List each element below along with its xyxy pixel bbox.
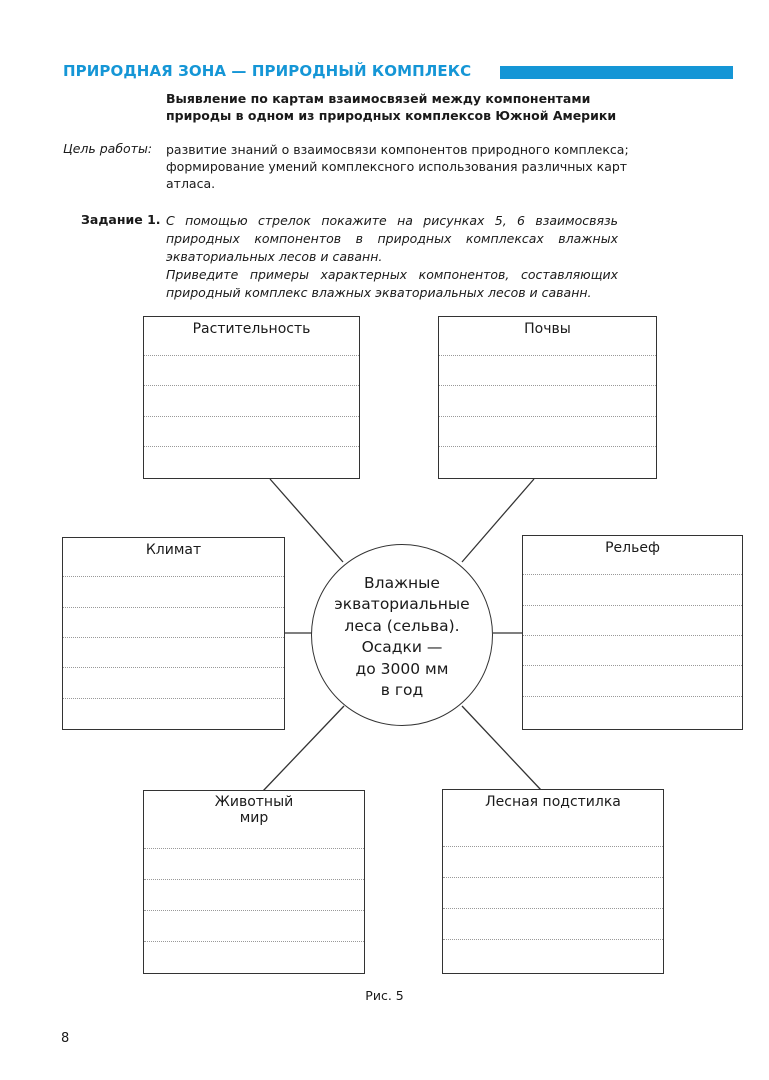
page-number: 8 bbox=[61, 1031, 70, 1046]
work-subtitle: Выявление по картам взаимосвязей между компонентами природы в одном из природных комплексов Южной Америки bbox=[166, 91, 617, 123]
box-climate-title: Климат bbox=[145, 542, 202, 558]
box-relief-title: Рельеф bbox=[605, 540, 660, 556]
box-climate bbox=[62, 537, 285, 730]
box-forest-litter-title: Лесная подстилка bbox=[485, 794, 621, 810]
center-text bbox=[334, 573, 469, 702]
box-fauna bbox=[143, 790, 365, 974]
box-fauna-title bbox=[144, 794, 364, 826]
center-line-5: до 3000 мм bbox=[355, 659, 449, 678]
center-line-2: экваториальные bbox=[334, 595, 470, 613]
figure-caption: Рис. 5 bbox=[365, 988, 404, 1003]
center-line-1: Влажные bbox=[364, 573, 440, 592]
center-line-4: Осадки — bbox=[361, 638, 443, 656]
goal-label: Цель работы: bbox=[63, 141, 153, 156]
box-soils bbox=[438, 316, 657, 479]
task-label: Задание 1. bbox=[81, 212, 161, 227]
box-fauna-title-line1: Животный bbox=[214, 794, 294, 810]
center-circle bbox=[311, 544, 493, 726]
box-relief bbox=[522, 535, 743, 730]
box-fauna-title-line2: мир bbox=[239, 810, 269, 826]
box-soils-title: Почвы bbox=[524, 321, 571, 337]
task-text-part-1: С помощью стрелок покажите на рисунках 5, 6 взаимосвязь природных компонентов в природных комплексах влажных экваториальных лесов и саванн. bbox=[166, 213, 618, 264]
box-vegetation-title: Растительность bbox=[192, 321, 311, 337]
page-title: ПРИРОДНАЯ ЗОНА — ПРИРОДНЫЙ КОМПЛЕКС bbox=[63, 62, 472, 80]
task-text-part-2: Приведите примеры характерных компонентов, составляющих природный комплекс влажных экваториальных лесов и саванн. bbox=[166, 267, 618, 300]
box-vegetation bbox=[143, 316, 360, 479]
goal-text: развитие знаний о взаимосвязи компонентов природного комплекса; формирование умений комплексного использования различных карт атласа. bbox=[166, 142, 629, 191]
center-line-3: леса (сельва). bbox=[344, 616, 460, 635]
box-forest-litter bbox=[442, 789, 664, 974]
center-line-6: в год bbox=[380, 681, 424, 699]
